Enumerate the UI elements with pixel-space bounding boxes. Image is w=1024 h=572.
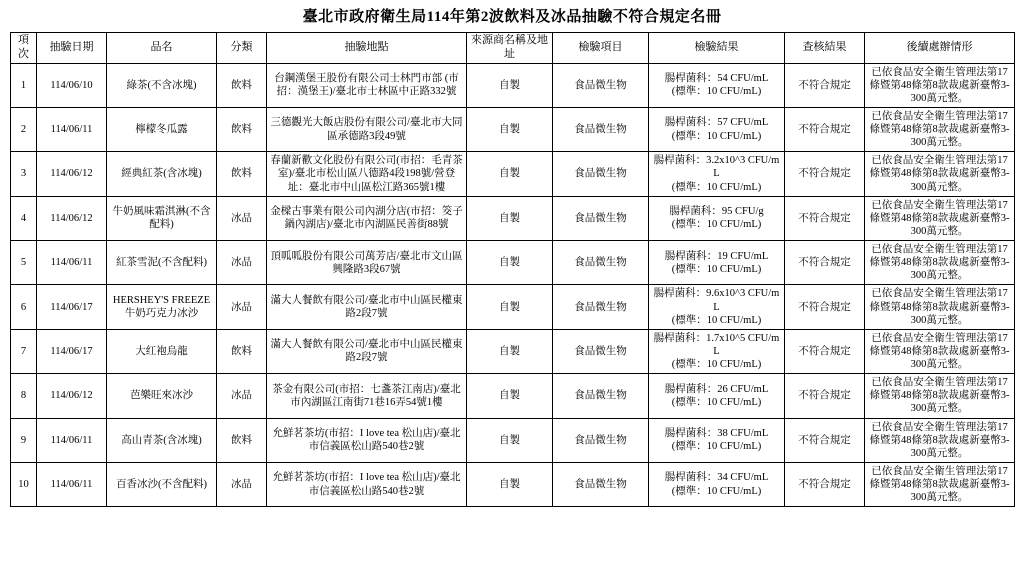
cell-location: 春蘭新歡文化股份有限公司(市招：毛青茶室)/臺北市松山區八德路4段198號/營登址：臺北市中山區松江路365號1樓: [267, 152, 467, 196]
cell-result: [649, 107, 785, 151]
cell-category: 飲料: [217, 418, 267, 462]
cell-action: 已依食品安全衛生管理法第17條暨第48條第8款裁處新臺幣3-300萬元整。: [865, 374, 1015, 418]
cell-date: 114/06/12: [37, 152, 107, 196]
column-header-date: 抽驗日期: [37, 33, 107, 64]
cell-no: 8: [11, 374, 37, 418]
cell-date: 114/06/17: [37, 329, 107, 373]
cell-action: 已依食品安全衛生管理法第17條暨第48條第8款裁處新臺幣3-300萬元整。: [865, 462, 1015, 506]
cell-action: 已依食品安全衛生管理法第17條暨第48條第8款裁處新臺幣3-300萬元整。: [865, 107, 1015, 151]
cell-review: 不符合規定: [785, 418, 865, 462]
cell-source: 自製: [467, 418, 553, 462]
column-header-test-item: 檢驗項目: [553, 33, 649, 64]
cell-result-standard: (標準：10 CFU/mL): [671, 485, 762, 497]
table-row: [11, 63, 1015, 107]
cell-source: 自製: [467, 63, 553, 107]
cell-no: 9: [11, 418, 37, 462]
cell-location: 茶金有限公司(市招：七盞茶江南店)/臺北市內湖區江南街71巷16弄54號1樓: [267, 374, 467, 418]
cell-no: 4: [11, 196, 37, 240]
cell-review: 不符合規定: [785, 241, 865, 285]
cell-date: 114/06/11: [37, 462, 107, 506]
cell-test-item: 食品微生物: [553, 374, 649, 418]
cell-result-value: 腸桿菌科：9.6x10^3 CFU/mL: [653, 288, 780, 313]
cell-result-value: 腸桿菌科：95 CFU/g: [669, 206, 764, 218]
cell-action: 已依食品安全衛生管理法第17條暨第48條第8款裁處新臺幣3-300萬元整。: [865, 196, 1015, 240]
table-row: [11, 329, 1015, 373]
cell-result-value: 腸桿菌科：38 CFU/mL: [664, 428, 769, 440]
cell-test-item: 食品微生物: [553, 285, 649, 329]
cell-category: 飲料: [217, 107, 267, 151]
cell-category: 冰品: [217, 462, 267, 506]
cell-result-value: 腸桿菌科：57 CFU/mL: [664, 117, 769, 129]
cell-result-value: 腸桿菌科：19 CFU/mL: [664, 250, 769, 262]
cell-test-item: 食品微生物: [553, 152, 649, 196]
cell-category: 冰品: [217, 196, 267, 240]
cell-source: 自製: [467, 374, 553, 418]
cell-location: 滿大人餐飲有限公司/臺北市中山區民權東路2段7號: [267, 285, 467, 329]
cell-result-standard: (標準：10 CFU/mL): [671, 359, 762, 370]
cell-no: 2: [11, 107, 37, 151]
cell-result: [649, 241, 785, 285]
cell-location: 滿大人餐飲有限公司/臺北市中山區民權東路2段7號: [267, 329, 467, 373]
cell-action: 已依食品安全衛生管理法第17條暨第48條第8款裁處新臺幣3-300萬元整。: [865, 152, 1015, 196]
cell-review: 不符合規定: [785, 462, 865, 506]
cell-result: [649, 152, 785, 196]
column-header-result: 檢驗結果: [649, 33, 785, 64]
cell-review: 不符合規定: [785, 63, 865, 107]
cell-category: 飲料: [217, 152, 267, 196]
cell-product: 綠茶(不含冰塊): [107, 63, 217, 107]
table-row: [11, 152, 1015, 196]
page-title: 臺北市政府衛生局114年第2波飲料及冰品抽驗不符合規定名冊: [302, 9, 722, 25]
cell-source: 自製: [467, 196, 553, 240]
cell-test-item: 食品微生物: [553, 462, 649, 506]
inspection-results-table: [10, 32, 1015, 507]
cell-product: 經典紅茶(含冰塊): [107, 152, 217, 196]
table-row: [11, 374, 1015, 418]
table-header-row: [11, 33, 1015, 64]
cell-location: 允鮮茗茶坊(市招：I love tea 松山店)/臺北市信義區松山路540巷2號: [267, 418, 467, 462]
cell-result-standard: (標準：10 CFU/mL): [671, 130, 762, 142]
cell-source: 自製: [467, 241, 553, 285]
table-row: [11, 107, 1015, 151]
cell-action: 已依食品安全衛生管理法第17條暨第48條第8款裁處新臺幣3-300萬元整。: [865, 63, 1015, 107]
cell-result-standard: (標準：10 CFU/mL): [671, 86, 762, 98]
cell-source: 自製: [467, 329, 553, 373]
cell-date: 114/06/12: [37, 374, 107, 418]
cell-result-standard: (標準：10 CFU/mL): [671, 441, 762, 453]
column-header-action: 後續處辦情形: [865, 33, 1015, 64]
cell-category: 飲料: [217, 329, 267, 373]
cell-review: 不符合規定: [785, 374, 865, 418]
cell-source: 自製: [467, 152, 553, 196]
cell-source: 自製: [467, 107, 553, 151]
cell-product: 大红袍烏龍: [107, 329, 217, 373]
cell-category: 飲料: [217, 63, 267, 107]
cell-category: 冰品: [217, 374, 267, 418]
table-row: [11, 285, 1015, 329]
cell-action: 已依食品安全衛生管理法第17條暨第48條第8款裁處新臺幣3-300萬元整。: [865, 241, 1015, 285]
column-header-category: 分類: [217, 33, 267, 64]
column-header-location: 抽驗地點: [267, 33, 467, 64]
table-row: [11, 418, 1015, 462]
cell-action: 已依食品安全衛生管理法第17條暨第48條第8款裁處新臺幣3-300萬元整。: [865, 418, 1015, 462]
cell-location: 金樑古事業有限公司內湖分店(市招：筊子鍋內湖店)/臺北市內湖區民善街88號: [267, 196, 467, 240]
cell-date: 114/06/11: [37, 241, 107, 285]
cell-test-item: 食品微生物: [553, 196, 649, 240]
cell-no: 1: [11, 63, 37, 107]
cell-review: 不符合規定: [785, 152, 865, 196]
column-header-review: 查核結果: [785, 33, 865, 64]
cell-no: 5: [11, 241, 37, 285]
cell-location: 三德觀光大飯店股份有限公司/臺北市大同區承德路3段49號: [267, 107, 467, 151]
cell-result: [649, 285, 785, 329]
cell-result-standard: (標準：10 CFU/mL): [671, 314, 762, 326]
cell-result: [649, 374, 785, 418]
cell-source: 自製: [467, 285, 553, 329]
cell-no: 6: [11, 285, 37, 329]
cell-review: 不符合規定: [785, 285, 865, 329]
cell-result: [649, 462, 785, 506]
cell-product: HERSHEY'S FREEZE牛奶巧克力冰沙: [107, 285, 217, 329]
cell-result-value: 腸桿菌科：1.7x10^5 CFU/mL: [653, 332, 780, 357]
cell-result-value: 腸桿菌科：26 CFU/mL: [664, 383, 769, 395]
cell-result-standard: (標準：10 CFU/mL): [671, 181, 762, 193]
table-body: [11, 63, 1015, 507]
cell-test-item: 食品微生物: [553, 241, 649, 285]
cell-date: 114/06/11: [37, 107, 107, 151]
column-header-product: 品名: [107, 33, 217, 64]
cell-test-item: 食品微生物: [553, 329, 649, 373]
cell-product: 檸檬冬瓜露: [107, 107, 217, 151]
cell-action: 已依食品安全衛生管理法第17條暨第48條第8款裁處新臺幣3-300萬元整。: [865, 285, 1015, 329]
cell-test-item: 食品微生物: [553, 418, 649, 462]
table-row: [11, 196, 1015, 240]
column-header-source: 來源商名稱及地址: [467, 33, 553, 64]
cell-no: 3: [11, 152, 37, 196]
cell-result-value: 腸桿菌科：34 CFU/mL: [664, 472, 769, 484]
cell-date: 114/06/12: [37, 196, 107, 240]
cell-result-standard: (標準：10 CFU/mL): [671, 219, 762, 231]
cell-result: [649, 63, 785, 107]
cell-test-item: 食品微生物: [553, 63, 649, 107]
cell-no: 7: [11, 329, 37, 373]
cell-result: [649, 418, 785, 462]
cell-review: 不符合規定: [785, 107, 865, 151]
cell-result-value: 腸桿菌科：54 CFU/mL: [664, 73, 769, 85]
cell-location: 台鋼漢堡王股份有限公司士林門市部 (市招：漢堡王)/臺北市士林區中正路332號: [267, 63, 467, 107]
cell-date: 114/06/17: [37, 285, 107, 329]
cell-date: 114/06/11: [37, 418, 107, 462]
cell-result: [649, 329, 785, 373]
cell-product: 紅茶雪泥(不含配料): [107, 241, 217, 285]
cell-no: 10: [11, 462, 37, 506]
cell-product: 百香冰沙(不含配料): [107, 462, 217, 506]
cell-category: 冰品: [217, 285, 267, 329]
table-row: [11, 241, 1015, 285]
cell-product: 牛奶風味霜淇淋(不含配料): [107, 196, 217, 240]
cell-location: 允鮮茗茶坊(市招：I love tea 松山店)/臺北市信義區松山路540巷2號: [267, 462, 467, 506]
table-header: [11, 33, 1015, 64]
column-header-no: 項次: [11, 33, 37, 64]
cell-location: 頂呱呱股份有限公司萬芳店/臺北市文山區興隆路3段67號: [267, 241, 467, 285]
cell-result: [649, 196, 785, 240]
table-row: [11, 462, 1015, 506]
cell-test-item: 食品微生物: [553, 107, 649, 151]
cell-product: 高山青茶(含冰塊): [107, 418, 217, 462]
cell-result-value: 腸桿菌科：3.2x10^3 CFU/mL: [653, 155, 780, 180]
cell-review: 不符合規定: [785, 329, 865, 373]
cell-category: 冰品: [217, 241, 267, 285]
cell-action: 已依食品安全衛生管理法第17條暨第48條第8款裁處新臺幣3-300萬元整。: [865, 329, 1015, 373]
cell-date: 114/06/10: [37, 63, 107, 107]
cell-review: 不符合規定: [785, 196, 865, 240]
cell-result-standard: (標準：10 CFU/mL): [671, 263, 762, 275]
cell-result-standard: (標準：10 CFU/mL): [671, 396, 762, 408]
cell-source: 自製: [467, 462, 553, 506]
cell-product: 芭樂旺來冰沙: [107, 374, 217, 418]
